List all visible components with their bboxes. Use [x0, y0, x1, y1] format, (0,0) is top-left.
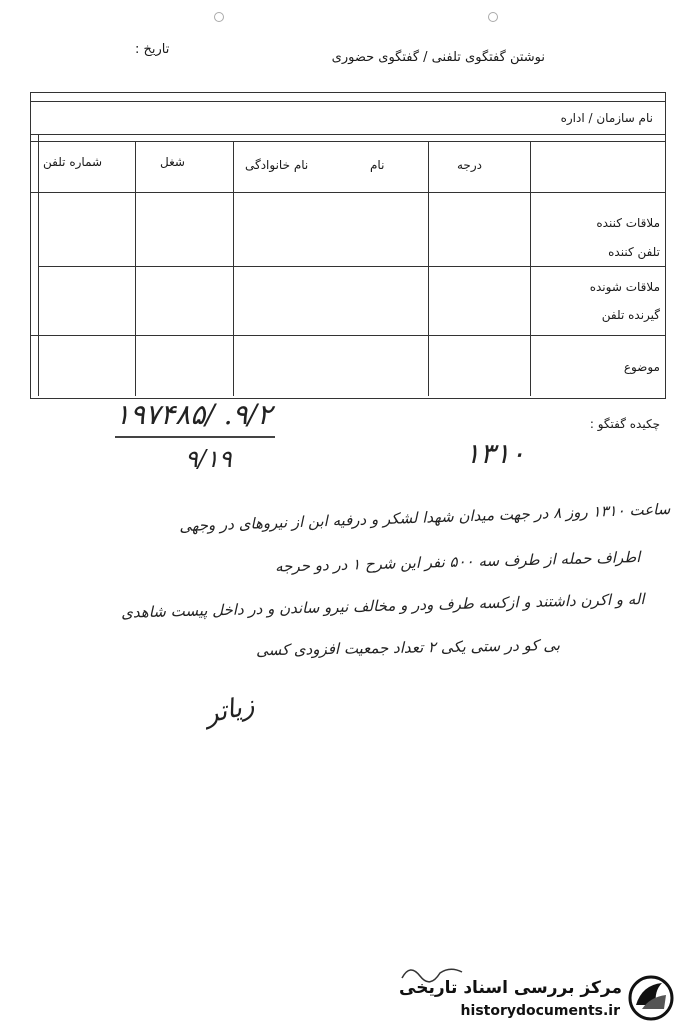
reference-underline — [115, 436, 275, 438]
handwritten-reference-number: ۹/۲. /۱۹۷۴۸۵ — [115, 398, 272, 431]
summary-label: چکیده گفتگو : — [589, 417, 660, 431]
form-title: نوشتن گفتگوی تلفنی / گفتگوی حضوری — [331, 50, 545, 65]
handwritten-signature: زیاتر — [202, 690, 257, 730]
row2-label-visited: ملاقات شونده — [589, 280, 660, 294]
org-label: نام سازمان / اداره — [560, 111, 653, 125]
org-row-divider — [30, 134, 665, 135]
inner-left-border — [38, 134, 39, 396]
punch-hole-right — [488, 12, 498, 22]
handwritten-date: ۹/۱۹ — [185, 445, 232, 473]
watermark-title: مرکز بررسی اسناد تاریخی — [399, 978, 622, 998]
col-job-divider — [233, 142, 234, 396]
row1-label-caller: تلفن کننده — [608, 245, 660, 259]
subject-label: موضوع — [623, 360, 660, 374]
col-first-name-header: نام — [370, 158, 385, 172]
punch-hole-left — [214, 12, 224, 22]
handwritten-line-2: اطراف حمله از طرف سه ۵۰۰ نفر این شرح ۱ در دو حرجه — [274, 548, 641, 576]
date-label: تاریخ : — [135, 42, 170, 57]
form-border — [30, 92, 666, 399]
col-rank-header: درجه — [457, 158, 482, 172]
row2-divider — [30, 335, 665, 336]
col-family-name-header: نام خانوادگی — [245, 158, 309, 172]
handwritten-line-3: اله و اکرن داشتند و ازکسه طرف ودر و مخالف نیرو ساندن و در داخل پیست شاهدی — [121, 590, 646, 622]
col-phone-header: شماره تلفن — [43, 155, 103, 169]
header-row-divider — [30, 141, 665, 142]
col-phone-divider — [135, 142, 136, 396]
column-header-divider — [30, 192, 665, 193]
handwritten-line-4: بی کو در ستی یکی ۲ تعداد جمعیت افزودی کسی — [255, 636, 561, 660]
col-name-divider — [428, 142, 429, 396]
row2-label-receiver: گیرنده تلفن — [601, 308, 660, 322]
top-double-line — [30, 101, 665, 102]
col-job-header: شغل — [160, 155, 185, 169]
handwritten-summary-number: ۱۳۱۰ — [465, 437, 526, 470]
col-rank-divider — [530, 142, 531, 396]
row1-label-visitor: ملاقات کننده — [596, 216, 660, 230]
handwritten-line-1: ساعت ۱۳۱۰ روز ۸ در جهت میدان شهدا لشکر و درفیه ابن از نیروهای در وجهی — [178, 500, 671, 536]
watermark-logo-icon — [628, 975, 674, 1021]
row1-divider — [38, 266, 665, 267]
watermark-url: historydocuments.ir — [460, 1003, 620, 1019]
